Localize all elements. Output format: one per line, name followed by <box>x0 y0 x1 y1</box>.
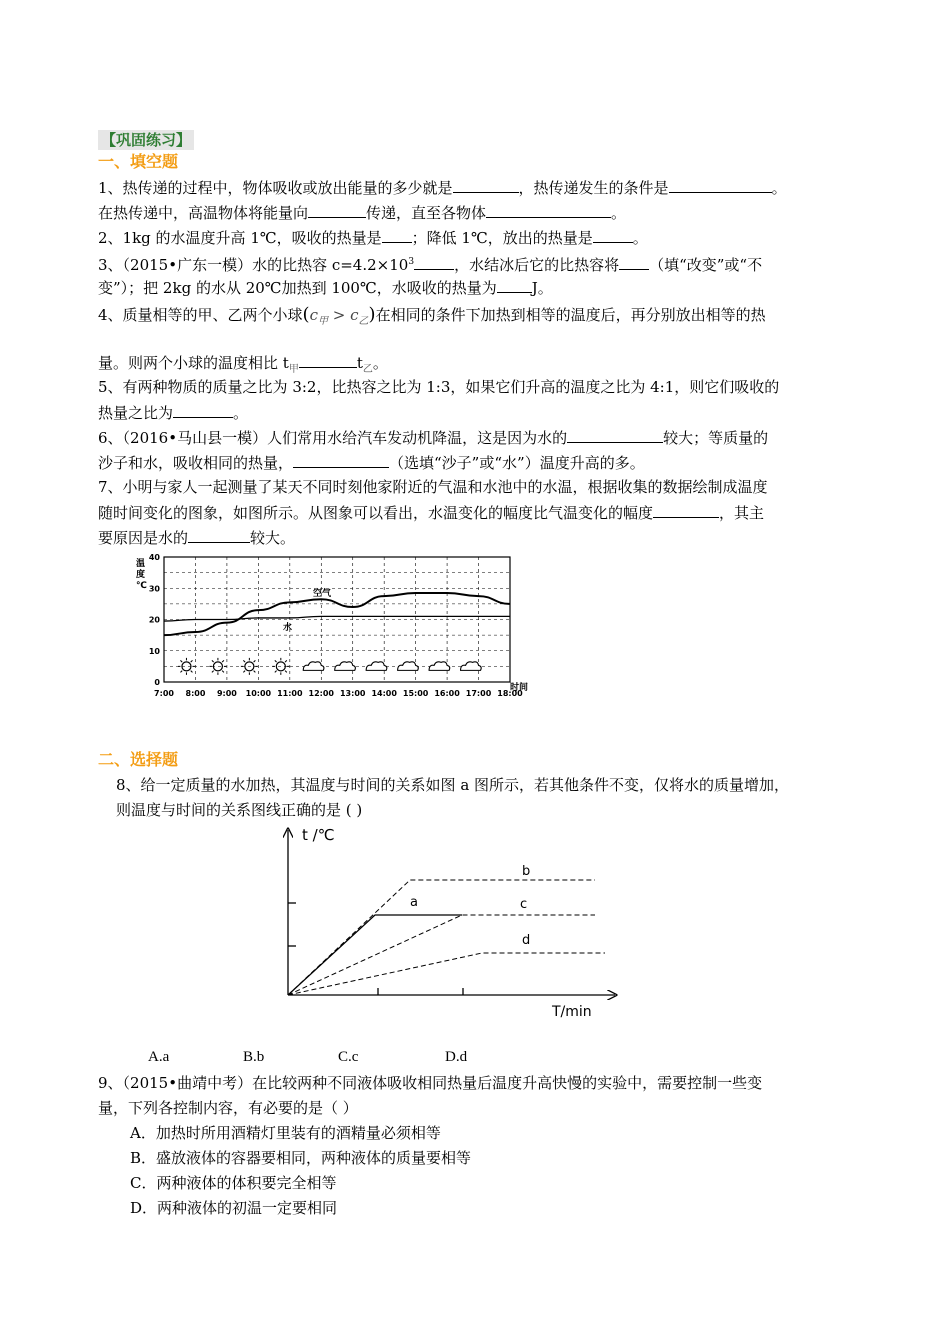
q9-line2: 量，下列各控制内容，有必要的是（ ） <box>98 1099 358 1117</box>
blank[interactable] <box>293 453 389 468</box>
y-axis-label: 度 <box>136 570 146 580</box>
y-axis-label: ℃ <box>136 581 147 591</box>
cloud-icon <box>303 662 324 671</box>
section-fill-blank-title: 一、填空题 <box>98 152 179 171</box>
x-tick-label: 11:00 <box>277 689 303 698</box>
q8-option-a[interactable]: A.a <box>148 1049 170 1065</box>
q8-line1: 8、给一定质量的水加热，其温度与时间的关系如图 a 图所示，若其他条件不变，仅将水的质量增加， <box>116 776 790 794</box>
x-tick-label: 13:00 <box>339 689 366 698</box>
cloud-icon <box>335 662 356 671</box>
q7-line1: 7、小明与家人一起测量了某天不同时刻他家附近的气温和水池中的水温，根据收集的数据绘制成温度 <box>98 478 768 496</box>
blank[interactable] <box>497 278 532 293</box>
q5-line1: 5、有两种物质的质量之比为 3:2，比热容之比为 1:3，如果它们升高的温度之比为 4:1，则它们吸收的 <box>98 378 780 396</box>
blank[interactable] <box>382 228 412 243</box>
sun-icon <box>178 658 195 675</box>
blank[interactable] <box>486 203 611 218</box>
x-tick-label: 15:00 <box>402 689 429 698</box>
q7-line3: 要原因是水的 较大。 <box>98 529 296 547</box>
x-tick-label: 18:00 <box>497 689 523 698</box>
cloud-icon <box>366 662 387 671</box>
air-label: 空气 <box>313 589 332 599</box>
y-tick-label: 0 <box>154 678 160 687</box>
blank[interactable] <box>414 255 454 270</box>
q3-line1: 3、（2015•广东一模）水的比热容 $c=4.2\times 10^3$ ，水结冰后它的比热容将 （填“改变”或“不 <box>98 256 763 274</box>
curve-c <box>288 915 595 995</box>
blank[interactable] <box>653 503 719 518</box>
x-tick-label: 7:00 <box>154 689 174 698</box>
x-tick-label: 16:00 <box>434 689 460 698</box>
consolidation-tag: 【巩固练习】 <box>98 130 194 150</box>
q8-option-b[interactable]: B.b <box>243 1049 265 1065</box>
q9-line1: 9、（2015•曲靖中考）在比较两种不同液体吸收相同热量后温度升高快慢的实验中，需要控制一些变 <box>98 1074 763 1092</box>
y-tick-label: 30 <box>148 584 160 594</box>
heating-curves-chart <box>270 820 630 1025</box>
q9-option-a[interactable]: A．加热时所用酒精灯里装有的酒精量必须相等 <box>130 1124 441 1142</box>
temperature-time-chart <box>130 550 550 710</box>
blank[interactable] <box>619 255 649 270</box>
blank[interactable] <box>669 178 772 193</box>
cloud-icon <box>429 662 450 671</box>
q9-option-d[interactable]: D．两种液体的初温一定要相同 <box>130 1199 338 1217</box>
q7-line2: 随时间变化的图象，如图所示。从图象可以看出，水温变化的幅度比气温变化的幅度 ，其主 <box>98 504 765 522</box>
q3-line2: 变”）；把 2kg 的水从 20℃加热到 100℃，水吸收的热量为 J。 <box>98 279 553 297</box>
blank[interactable] <box>453 178 519 193</box>
blank[interactable] <box>299 353 357 368</box>
x-tick-label: 12:00 <box>308 689 335 698</box>
label-d: d <box>522 933 531 948</box>
q9-option-c[interactable]: C．两种液体的体积要完全相等 <box>130 1174 337 1192</box>
y-tick-label: 20 <box>148 615 160 625</box>
q1-line2: 在热传递中，高温物体将能量向 传递，直至各物体 。 <box>98 204 627 222</box>
cloud-icon <box>461 662 482 671</box>
x-axis-label: T/min <box>552 1004 592 1020</box>
formula: $c_甲 > c_乙$ <box>309 306 369 327</box>
blank[interactable] <box>567 428 663 443</box>
water-temperature-line <box>164 616 510 621</box>
y-tick-label: 10 <box>148 646 160 656</box>
x-tick-label: 14:00 <box>371 689 397 698</box>
y-axis-label: 温 <box>136 559 146 569</box>
q4-line2: 量。则两个小球的温度相比 $t_甲$ $t_乙$。 <box>98 354 388 375</box>
x-tick-label: 17:00 <box>465 689 492 698</box>
q1-line1: 1、热传递的过程中，物体吸收或放出能量的多少就是 ，热传递发生的条件是 。 <box>98 179 787 197</box>
label-c: c <box>520 897 528 912</box>
cloud-icon <box>398 662 419 671</box>
q2-line: 2、1kg 的水温度升高 1℃，吸收的热量是 ；降低 1℃，放出的热量是 。 <box>98 229 648 247</box>
blank[interactable] <box>173 403 233 418</box>
y-axis-label: t /℃ <box>302 826 335 844</box>
label-a: a <box>410 895 418 910</box>
section-choice-title: 二、选择题 <box>98 750 179 769</box>
x-axis-label: 时间 <box>510 683 529 693</box>
x-tick-label: 8:00 <box>185 689 206 698</box>
blank[interactable] <box>188 528 250 543</box>
q8-option-d[interactable]: D.d <box>445 1049 468 1065</box>
q5-line2: 热量之比为 。 <box>98 404 249 422</box>
blank[interactable] <box>593 228 633 243</box>
q8-line2: 则温度与时间的关系图线正确的是 ( ) <box>116 801 363 819</box>
curve-b <box>288 880 595 995</box>
air-temperature-line <box>164 593 510 635</box>
q8-option-c[interactable]: C.c <box>338 1049 359 1065</box>
sun-icon <box>209 658 226 675</box>
x-tick-label: 9:00 <box>216 689 237 698</box>
q9-option-b[interactable]: B．盛放液体的容器要相同，两种液体的质量要相等 <box>130 1149 472 1167</box>
q6-line2: 沙子和水，吸收相同的热量， （选填“沙子”或“水”）温度升高的多。 <box>98 454 645 472</box>
x-tick-label: 10:00 <box>245 689 272 698</box>
q6-line1: 6、（2016•马山县一模）人们常用水给汽车发动机降温，这是因为水的 较大；等质量的 <box>98 429 769 447</box>
q4-line1: 4、质量相等的甲、乙两个小球$(c_甲 > c_乙)$在相同的条件下加热到相等的温度后，再分别放出相等的热 <box>98 304 766 327</box>
label-b: b <box>522 864 531 879</box>
blank[interactable] <box>308 203 366 218</box>
curve-d <box>288 953 605 995</box>
y-tick-label: 40 <box>148 553 160 562</box>
water-label: 水 <box>283 623 293 633</box>
